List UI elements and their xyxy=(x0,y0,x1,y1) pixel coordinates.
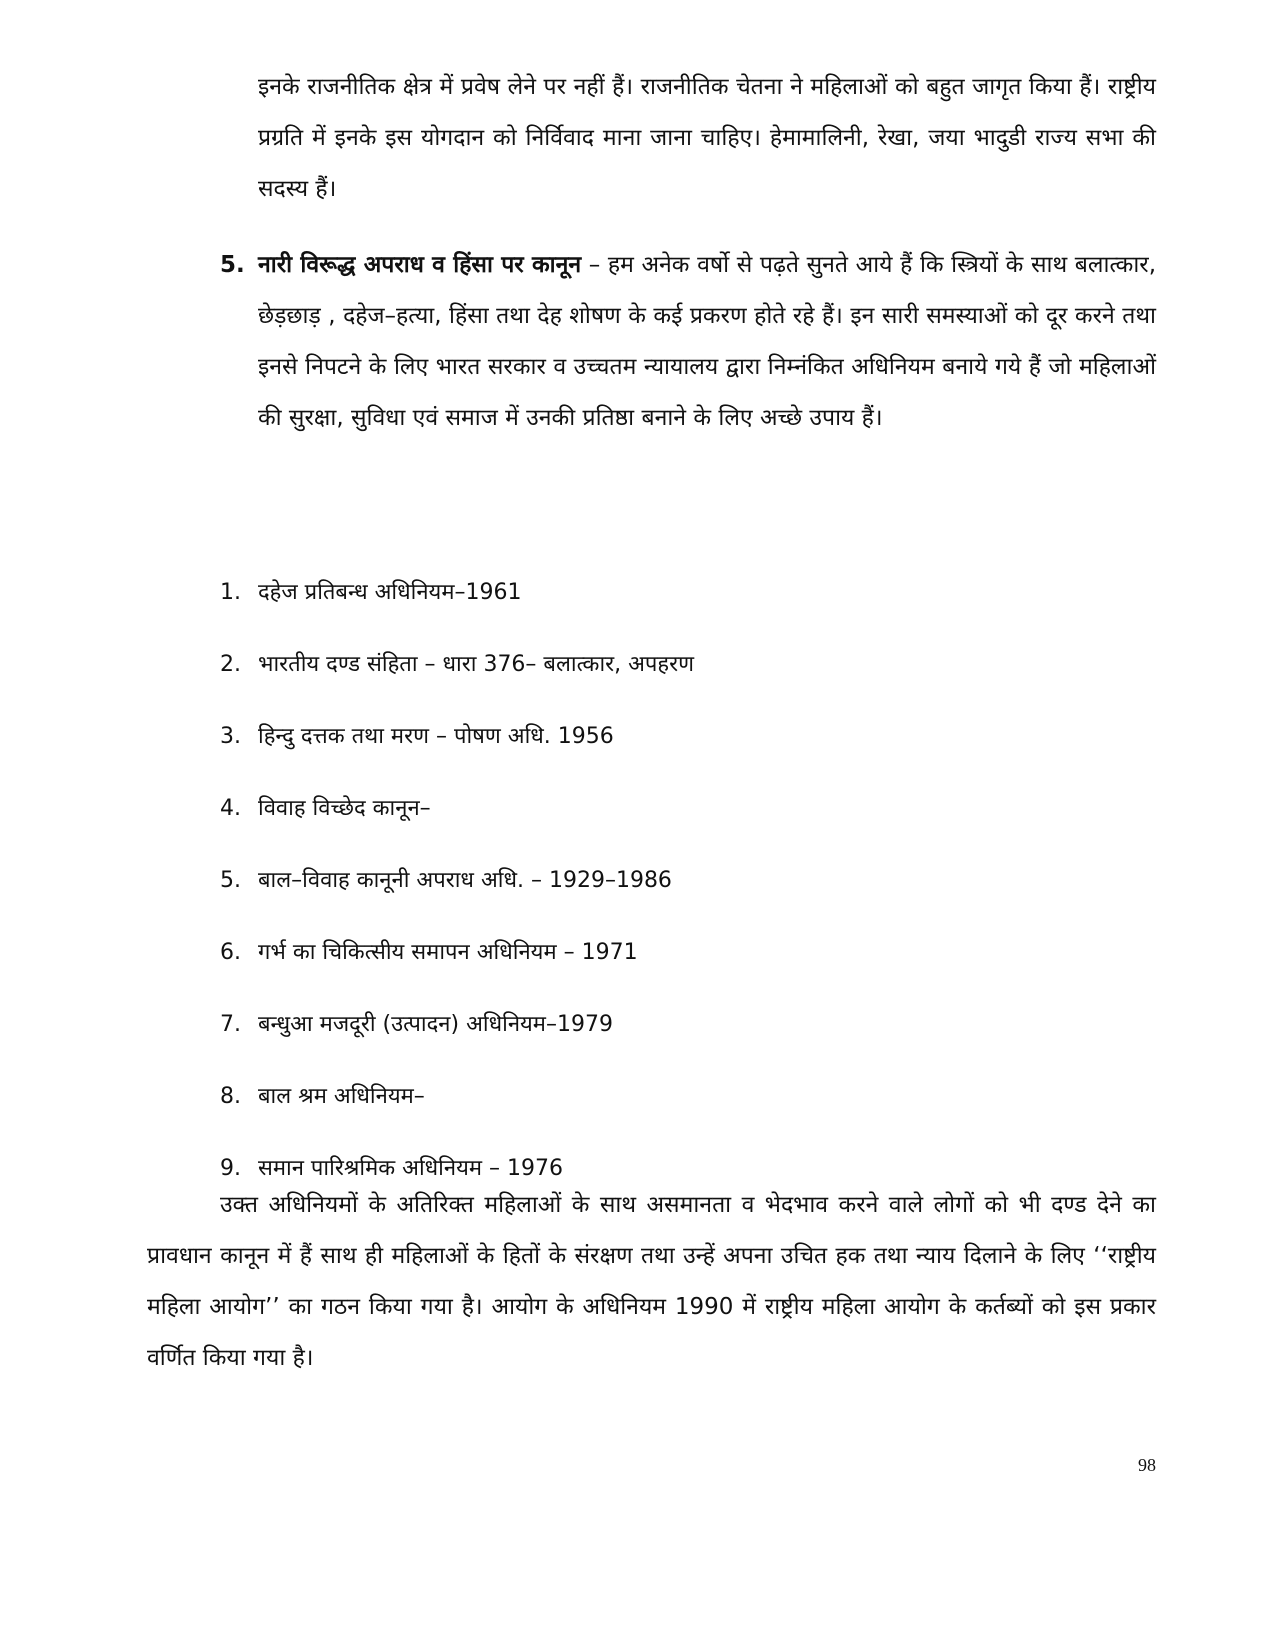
list-item xyxy=(220,1082,1156,1154)
list-item xyxy=(220,1010,1156,1082)
list-item-text: समान पारिश्रमिक अधिनियम – 1976 xyxy=(258,1156,563,1181)
section-body-text: हम अनेक वर्षो से पढ़ते सुनते आये हैं कि स्त्रियों के साथ बलात्कार, छेड़छाड़ , दहेज–हत्या, हिंसा तथा देह शोषण के कई प्रकरण होते रहे हैं। इन सारी समस्याओं को दूर करने तथा इनसे निपटने के लिए भारत सरकार व उच्चतम न्यायालय द्वारा निम्नंकित अधिनियम बनाये गये हैं जो महिलाओं की सुरक्षा, सुविधा एवं समाज में उनकी प्रतिष्ठा बनाने के लिए अच्छे उपाय हैं। xyxy=(258,252,1157,431)
list-item xyxy=(220,722,1156,794)
list-item-text: बाल–विवाह कानूनी अपराध अधि. – 1929–1986 xyxy=(258,868,672,893)
list-item-text: गर्भ का चिकित्सीय समापन अधिनियम – 1971 xyxy=(258,940,638,965)
list-item xyxy=(220,794,1156,866)
list-item-number: 3. xyxy=(220,724,241,749)
list-item xyxy=(220,866,1156,938)
list-item xyxy=(220,650,1156,722)
continued-paragraph: इनके राजनीतिक क्षेत्र में प्रवेष लेने पर नहीं हैं। राजनीतिक चेतना ने महिलाओं को बहुत जागृत किया हैं। राष्ट्रीय प्रग्रति में इनके इस योगदान को निर्विवाद माना जाना चाहिए। हेमामालिनी, रेखा, जया भादुडी राज्य सभा की सदस्य हैं। xyxy=(258,74,1156,202)
law-list xyxy=(220,578,1156,1226)
list-item-number: 7. xyxy=(220,1012,241,1037)
list-item-number: 1. xyxy=(220,580,241,605)
section-number: 5. xyxy=(220,252,245,278)
list-item-number: 5. xyxy=(220,868,241,893)
list-item-text: भारतीय दण्ड संहिता – धारा 376– बलात्कार, अपहरण xyxy=(258,652,695,677)
list-item xyxy=(220,938,1156,1010)
list-item-text: बाल श्रम अधिनियम– xyxy=(258,1084,425,1109)
list-item-number: 4. xyxy=(220,796,241,821)
list-item xyxy=(220,578,1156,650)
list-item-number: 8. xyxy=(220,1084,241,1109)
list-item-text: हिन्दु दत्तक तथा मरण – पोषण अधि. 1956 xyxy=(258,724,614,749)
list-item-number: 6. xyxy=(220,940,241,965)
list-item-text: विवाह विच्छेद कानून– xyxy=(258,796,431,821)
list-item-number: 9. xyxy=(220,1156,241,1181)
final-paragraph: उक्त अधिनियमों के अतिरिक्त महिलाओं के साथ असमानता व भेदभाव करने वाले लोगों को भी दण्ड देने का प्रावधान कानून में हैं साथ ही महिलाओं के हितों के संरक्षण तथा उन्हें अपना उचित हक तथा न्याय दिलाने के लिए ‘‘राष्ट्रीय महिला आयोग’’ का गठन किया गया है। आयोग के अधिनियम 1990 में राष्ट्रीय महिला आयोग के कर्तब्यों को इस प्रकार वर्णित किया गया है। xyxy=(147,1192,1156,1371)
list-item-number: 2. xyxy=(220,652,241,677)
list-item-text: बन्धुआ मजदूरी (उत्पादन) अधिनियम–1979 xyxy=(258,1012,613,1037)
section-heading: नारी विरूद्ध अपराध व हिंसा पर कानून xyxy=(258,252,582,278)
section-body-paragraph xyxy=(258,240,1156,444)
list-item-text: दहेज प्रतिबन्ध अधिनियम–1961 xyxy=(258,580,522,605)
page-number: 98 xyxy=(1138,1455,1156,1475)
heading-separator: – xyxy=(581,252,608,278)
